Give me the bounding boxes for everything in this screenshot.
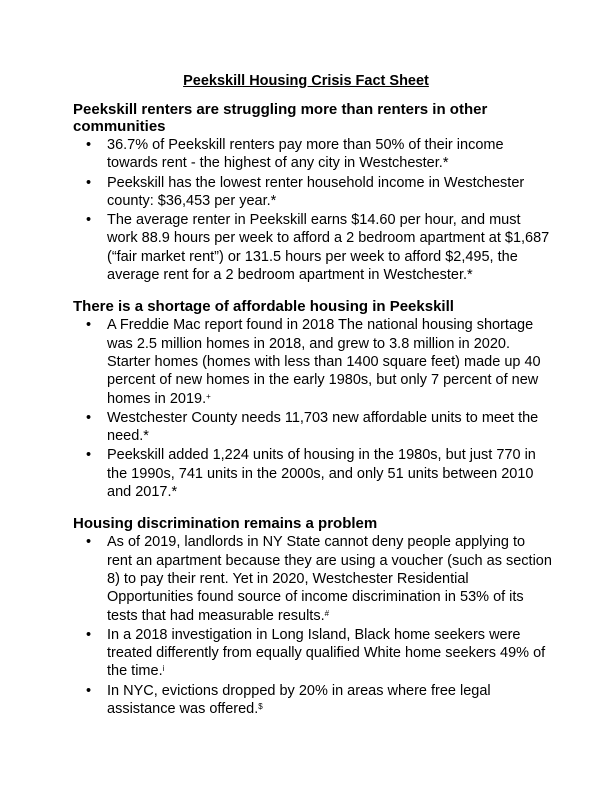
section-shortage	[73, 298, 553, 501]
bullet-icon: •	[86, 174, 92, 191]
footnote-mark: i	[162, 664, 165, 674]
list-item: • In NYC, evictions dropped by 20% in areas where free legal assistance was offered.$	[86, 682, 491, 718]
section-heading: Housing discrimination remains a problem	[73, 515, 378, 533]
footnote-mark: *	[143, 428, 149, 445]
list-item: • As of 2019, landlords in NY State cannot deny people applying to rent an apartment because they are using a voucher (such as section 8) to pay their rent. Yet in 2020, Westchester Residential Opportunities found source of income discrimination in 53% of its tests that had measurable results.#	[86, 534, 552, 624]
page-title: Peekskill Housing Crisis Fact Sheet	[183, 73, 429, 89]
bullet-icon: •	[86, 212, 92, 229]
bullet-list	[73, 533, 553, 718]
footnote-mark: *	[467, 267, 473, 284]
section-discrimination	[73, 515, 553, 718]
footnote-mark: *	[442, 155, 449, 172]
list-item: • A Freddie Mac report found in 2018 The national housing shortage was 2.5 million homes in 2018, and grew to 3.8 million in 2020. Starter homes (homes with less than 1400 square feet) made up 40 percent of new homes in the early 1980s, but only 7 percent of new homes in 2019.+	[86, 317, 541, 407]
bullet-list	[73, 136, 553, 284]
list-item: • In a 2018 investigation in Long Island, Black home seekers were treated differently from equally qualified White home seekers 49% of the time.$^i$	[86, 626, 546, 680]
footnote-mark: #	[324, 608, 330, 618]
bullet-icon: •	[86, 137, 92, 153]
bullet-list	[73, 316, 553, 501]
bullet-icon: •	[86, 317, 92, 334]
list-item: • Peekskill added 1,224 units of housing in the 1980s, but just 770 in the 1990s, 741 units in the 2000s, and only 51 units between 2010 and 2017.*	[86, 447, 536, 501]
list-item: • 36.7% of Peekskill renters pay more than 50% of their income towards rent - the highest of any city in Westchester.*	[86, 137, 504, 172]
fact-sheet-body	[73, 101, 553, 732]
footnote-mark: *	[171, 484, 178, 501]
footnote-mark: $	[258, 702, 263, 712]
bullet-icon: •	[86, 682, 92, 699]
bullet-icon: •	[86, 409, 92, 426]
bullet-icon: •	[86, 447, 92, 464]
bullet-icon: •	[86, 626, 92, 643]
footnote-mark: +	[206, 391, 211, 401]
section-heading: There is a shortage of affordable housing in Peekskill	[73, 298, 454, 316]
list-item: • Peekskill has the lowest renter household income in Westchester county: $36,453 per year.*	[86, 174, 525, 209]
footnote-mark: *	[270, 192, 277, 209]
section-heading: Peekskill renters are struggling more than renters in other communities	[73, 101, 488, 135]
section-renters	[73, 101, 553, 284]
list-item: • The average renter in Peekskill earns $14.60 per hour, and must work 88.9 hours per week to afford a 2 bedroom apartment at $1,687 (“fair market rent”) or 131.5 hours per week to afford $2,495, the average rent for a 2 bedroom apartment in Westchester.*	[86, 212, 550, 284]
bullet-icon: •	[86, 534, 92, 551]
list-item: • Westchester County needs 11,703 new affordable units to meet the need.*	[86, 409, 539, 445]
